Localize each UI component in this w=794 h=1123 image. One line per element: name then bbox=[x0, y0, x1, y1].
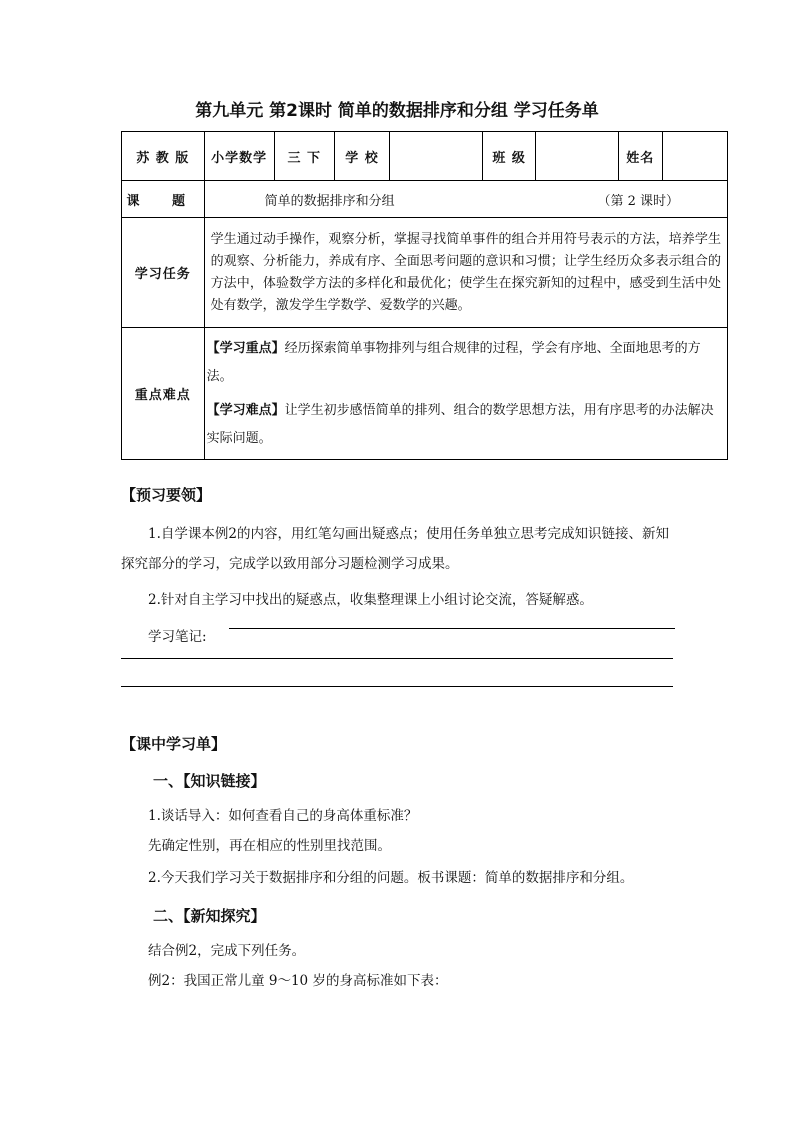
new-knowledge-heading: 二、【新知探究】 bbox=[153, 907, 266, 925]
lesson-number: （第 2 课时） bbox=[597, 193, 679, 209]
preview-heading: 【预习要领】 bbox=[121, 486, 212, 504]
version-cell: 苏 教 版 bbox=[122, 132, 205, 181]
key-cell bbox=[204, 328, 727, 460]
classwork-heading: 【课中学习单】 bbox=[121, 735, 227, 753]
topic-label: 课 题 bbox=[122, 181, 205, 218]
preview-section bbox=[121, 484, 681, 645]
knowledge-p1: 1.谈话导入：如何查看自己的身高体重标准？ bbox=[148, 808, 418, 824]
name-label: 姓名 bbox=[618, 132, 662, 181]
grade-cell: 三 下 bbox=[274, 132, 334, 181]
notes-line-1[interactable] bbox=[229, 628, 675, 629]
explore-p2: 例2：我国正常儿童 9～10 岁的身高标准如下表： bbox=[148, 973, 448, 989]
explore-p1: 结合例2，完成下列任务。 bbox=[148, 943, 306, 959]
info-table bbox=[121, 131, 728, 460]
class-label: 班 级 bbox=[483, 132, 536, 181]
topic-cell bbox=[204, 181, 727, 218]
page-title: 第九单元 第2课时 简单的数据排序和分组 学习任务单 bbox=[195, 101, 599, 121]
subject-cell: 小学数学 bbox=[204, 132, 274, 181]
notes-label: 学习笔记: bbox=[148, 629, 207, 645]
school-label: 学 校 bbox=[334, 132, 390, 181]
key-text: 经历探索简单事物排列与组合规律的过程，学会有序地、全面地思考的方法。 bbox=[206, 340, 701, 384]
notes-line-3[interactable] bbox=[121, 686, 673, 687]
knowledge-p3: 2.今天我们学习关于数据排序和分组的问题。板书课题：简单的数据排序和分组。 bbox=[148, 870, 634, 886]
knowledge-p2: 先确定性别，再在相应的性别里找范围。 bbox=[148, 838, 391, 854]
difficulty-tag: 【学习难点】 bbox=[206, 402, 285, 418]
difficulty-text: 让学生初步感悟简单的排列、组合的数学思想方法，用有序思考的办法解决实际问题。 bbox=[206, 402, 714, 446]
notes-line-2[interactable] bbox=[121, 658, 673, 659]
name-field[interactable] bbox=[662, 132, 727, 181]
classwork-section bbox=[121, 733, 691, 996]
knowledge-link-heading: 一、【知识链接】 bbox=[153, 772, 266, 790]
key-tag: 【学习重点】 bbox=[206, 340, 285, 356]
class-field[interactable] bbox=[535, 132, 618, 181]
preview-item-1: 1.自学课本例2的内容，用红笔勾画出疑惑点；使用任务单独立思考完成知识链接、新知探究部分的学习，完成学以致用部分习题检测学习成果。 bbox=[121, 526, 669, 572]
task-text: 学生通过动手操作，观察分析，掌握寻找简单事件的组合并用符号表示的方法，培养学生的观察、分析能力，养成有序、全面思考问题的意识和习惯；让学生经历众多表示组合的方法中，体验数学方法的多样化和最优化；使学生在探究新知的过程中，感受到生活中处处有数学，激发学生学数学、爱数学的兴趣。 bbox=[204, 218, 727, 328]
preview-item-2: 2.针对自主学习中找出的疑惑点，收集整理课上小组讨论交流，答疑解惑。 bbox=[148, 592, 593, 608]
school-field[interactable] bbox=[390, 132, 483, 181]
topic-text: 简单的数据排序和分组 bbox=[264, 193, 395, 209]
task-label: 学习任务 bbox=[122, 218, 205, 328]
key-label: 重点难点 bbox=[122, 328, 205, 460]
